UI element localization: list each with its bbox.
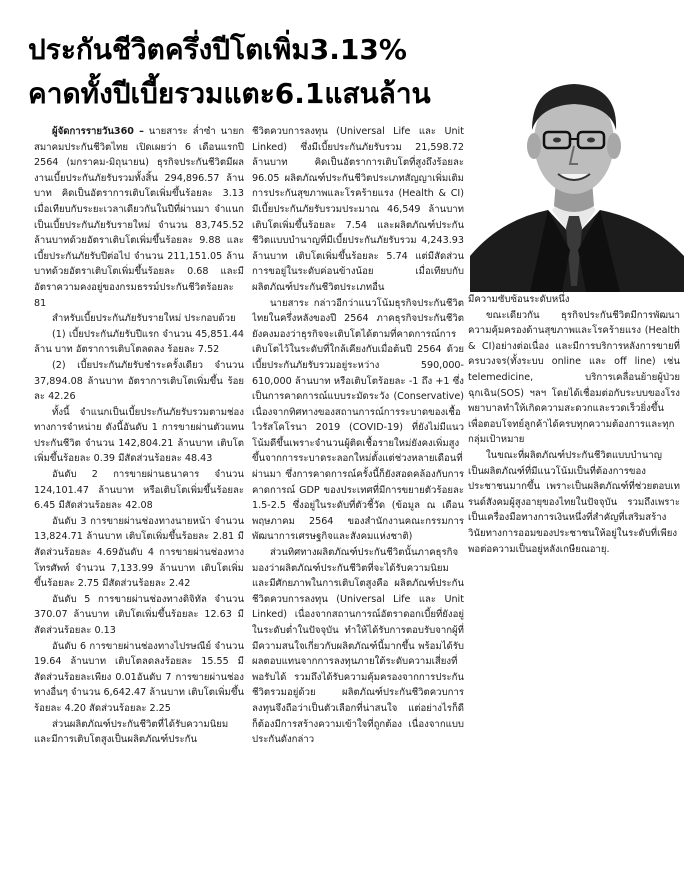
headline-line-1: ประกันชีวิตครึ่งปีโตเพิ่ม3.13% [28,33,407,66]
paragraph: อันดับ 3 การขายผ่านช่องทางนายหน้า จำนวน 13,824.71 ล้านบาท เติบโตเพิ่มขึ้นร้อยละ 2.81 มีสัดส่วนร้อยละ 4.69อันดับ 4 การขายผ่านช่องทางโทรศัพท์ จำนวน 7,133.99 ล้านบาท เติบโตเพิ่มขึ้นร้อยละ 2.75 มีสัดส่วนร้อยละ 2.42 [34,515,244,590]
headline [28,28,468,116]
paragraph: อันดับ 6 การขายผ่านช่องทางไปรษณีย์ จำนวน 19.64 ล้านบาท เติบโตลดลงร้อยละ 15.55 มีสัดส่วนร้อยละเพียง 0.01อันดับ 7 การขายผ่านช่องทางอื่นๆ จำนวน 6,642.47 ล้านบาท เติบโตเพิ่มขึ้นร้อยละ 4.20 สัดส่วนร้อยละ 2.25 [34,640,244,714]
paragraph-text: นายสาระ ล่ำซำ นายกสมาคมประกันชีวิตไทย เปิดเผยว่า 6 เดือนแรกปี 2564 (มกราคม-มิถุนายน) ธุรกิจประกันชีวิตมีผลงานเบี้ยประกันภัยรับรวมทั้งสิ้น 294,896.57 ล้านบาท คิดเป็นอัตราการเติบโตเพิ่มขึ้นร้อยละ 3.13 เมื่อเทียบกับระยะเวลาเดียวกันในปีที่ผ่านมา จำแนกเป็นเบี้ยประกันภัยรับรายใหม่ จำนวน 83,745.52 ล้านบาทด้วยอัตราเติบโตเพิ่มขึ้นร้อยละ 9.88 และเบี้ยประกันภัยรับปีต่อไป จำนวน 211,151.05 ล้านบาทด้วยอัตราเติบโตเพิ่มขึ้นร้อยละ 0.68 และมีอัตราความคงอยู่ของกรมธรรม์ประกันชีวิตร้อยละ 81 [34,126,244,309]
paragraph [34,124,244,311]
byline: ผู้จัดการรายวัน360 – [52,126,144,137]
paragraph: มีความซับซ้อนระดับหนึ่ง [468,294,570,305]
paragraph: (2) เบี้ยประกันภัยรับชำระครั้งเดียว จำนวน 37,894.08 ล้านบาท อัตราการเติบโตเพิ่มขึ้น ร้อยละ 42.26 [34,359,244,403]
paragraph: (1) เบี้ยประกันภัยรับปีแรก จำนวน 45,851.44 ล้าน บาท อัตราการเติบโตลดลง ร้อยละ 7.52 [34,328,244,356]
executive-portrait-photo [470,60,684,292]
paragraph: นายสาระ กล่าวอีกว่าแนวโน้มธุรกิจประกันชีวิตไทยในครึ่งหลังของปี 2564 ภาคธุรกิจประกันชีวิตยังคงมองว่าธุรกิจจะเติบโตได้ตามที่คาดการณ์การเติบโตไว้ในระดับที่ใกล้เคียงกับเมื่อต้นปี 2564 ด้วยเบี้ยประกันภัยรับรวมอยู่ระหว่าง 590,000-610,000 ล้านบาท หรือเติบโตร้อยละ -1 ถึง +1 ซึ่งเป็นการคาดการณ์แบบระมัดระวัง (Conservative) เนื่องจากทิศทางของสถานการณ์การระบาดของเชื้อไวรัสโคโรนา 2019 (COVID-19) ที่ยังไม่มีแนวโน้มดีขึ้นเพราะจำนวนผู้ติดเชื้อรายใหม่ยังคงเพิ่มสูงขึ้นจากการระบาดระลอกใหม่ตั้งแต่ช่วงหลายเดือนที่ผ่านมา ซึ่งการคาดการณ์ครั้งนี้ก็ยังสอดคล้องกับการคาดการณ์ GDP ของประเทศที่มีการขยายตัวร้อยละ 1.5-2.5 ซึ่งอยู่ในระดับที่ตัวชี้วัด (ข้อมูล ณ เดือนพฤษภาคม 2564 ของสำนักงานคณะกรรมการพัฒนาการเศรษฐกิจและสังคมแห่งชาติ) [252,297,464,543]
article-column-2 [252,124,464,896]
paragraph: สำหรับเบี้ยประกันภัยรับรายใหม่ ประกอบด้วย [52,313,236,325]
article-column-1 [34,124,244,896]
paragraph: ขณะเดียวกัน ธุรกิจประกันชีวิตมีการพัฒนาความคุ้มครองด้านสุขภาพและโรคร้ายแรง (Health & CI)อย่างต่อเนื่อง และมีการบริการหลังการขายที่ครบวงจร(ทั้งระบบ online และ off line) เช่น telemedicine, บริการเคลื่อนย้ายผู้ป่วยฉุกเฉิน(SOS) ฯลฯ โดยได้เชื่อมต่อกับระบบของโรงพยาบาลทำให้เกิดความสะดวกและรวดเร็วยิ่งขึ้น เพื่อตอบโจทย์ลูกค้าได้ครบทุกความต้องการและทุกกลุ่มเป้าหมาย [468,309,680,446]
paragraph: อันดับ 5 การขายผ่านช่องทางดิจิทัล จำนวน 370.07 ล้านบาท เติบโตเพิ่มขึ้นร้อยละ 12.63 มีสัดส่วนร้อยละ 0.13 [34,593,244,636]
paragraph: อันดับ 2 การขายผ่านธนาคาร จำนวน 124,101.47 ล้านบาท หรือเติบโตเพิ่มขึ้นร้อยละ 6.45 มีสัดส่วนร้อยละ 42.08 [34,469,244,512]
article-column-3 [468,292,680,592]
paragraph: ส่วนทิศทางผลิตภัณฑ์ประกันชีวิตนั้นภาคธุรกิจมองว่าผลิตภัณฑ์ประกันชีวิตที่จะได้รับความนิยมและมีศักยภาพในการเติบโตสูงคือ ผลิตภัณฑ์ประกันชีวิตควบการลงทุน (Universal Life และ Unit Linked) เนื่องจากสถานการณ์อัตราดอกเบี้ยที่ยังอยู่ในระดับต่ำในปัจจุบัน ทำให้ได้รับการตอบรับจากผู้ที่มีความสนใจเกี่ยวกับผลิตภัณฑ์นี้มากขึ้น พร้อมได้รับผลตอบแทนจากการลงทุนภายใต้ระดับความเสี่ยงที่พอรับได้ รวมถึงได้รับความคุ้มครองจากการประกันชีวิตรวมอยู่ด้วย ผลิตภัณฑ์ประกันชีวิตควบการลงทุนจึงถือว่าเป็นตัวเลือกที่น่าสนใจ แต่อย่างไรก็ดี ก็ต้องมีการสร้างความเข้าใจที่ถูกต้อง เนื่องจากแบบประกันดังกล่าว [252,547,464,746]
paragraph: ทั้งนี้ จำแนกเป็นเบี้ยประกันภัยรับรวมตามช่องทางการจำหน่าย ดังนี้อันดับ 1 การขายผ่านตัวแทนประกันชีวิต จำนวน 142,804.21 ล้านบาท เติบโตเพิ่มขึ้นร้อยละ 0.39 มีสัดส่วนร้อยละ 48.43 [34,406,244,465]
paragraph: ในขณะที่ผลิตภัณฑ์ประกันชีวิตแบบบำนาญ เป็นผลิตภัณฑ์ที่มีแนวโน้มเป็นที่ต้องการของประชาชนมากขึ้น เพราะเป็นผลิตภัณฑ์ที่ช่วยตอบเทรนด์สังคมผู้สูงอายุของไทยในปัจจุบัน รวมถึงเพราะเป็นเครื่องมือทางการเงินหนึ่งที่สำคัญที่เสริมสร้างวินัยทางการออมของประชาชนให้อยู่ในระดับที่เพียงพอต่อความเป็นอยู่หลังเกษียณอายุ. [468,449,680,555]
paragraph: ส่วนผลิตภัณฑ์ประกันชีวิตที่ได้รับความนิยมและมีการเติบโตสูงเป็นผลิตภัณฑ์ประกัน [34,718,229,746]
paragraph: ชีวิตควบการลงทุน (Universal Life และ Unit Linked) ซึ่งมีเบี้ยประกันภัยรับรวม 21,598.72 ล้านบาท คิดเป็นอัตราการเติบโตที่สูงถึงร้อยละ 96.05 ผลิตภัณฑ์ประกันชีวิตประเภทสัญญาเพิ่มเติมการประกันสุขภาพและโรคร้ายแรง (Health & CI) มีเบี้ยประกันภัยรับรวมประมาณ 46,549 ล้านบาท เติบโตเพิ่มขึ้นร้อยละ 7.54 และผลิตภัณฑ์ประกันชีวิตแบบบำนาญที่มีเบี้ยประกันภัยรับรวม 4,243.93 ล้านบาท เติบโตเพิ่มขึ้นร้อยละ 5.74 แต่มีสัดส่วนการขอยู่ในระดับค่อนข้างน้อย เมื่อเทียบกับผลิตภัณฑ์ประกันชีวิตประเภทอื่น [252,126,464,293]
portrait-illustration [470,60,684,292]
headline-line-2: คาดทั้งปีเบี้ยรวมแตะ6.1แสนล้าน [28,77,431,110]
